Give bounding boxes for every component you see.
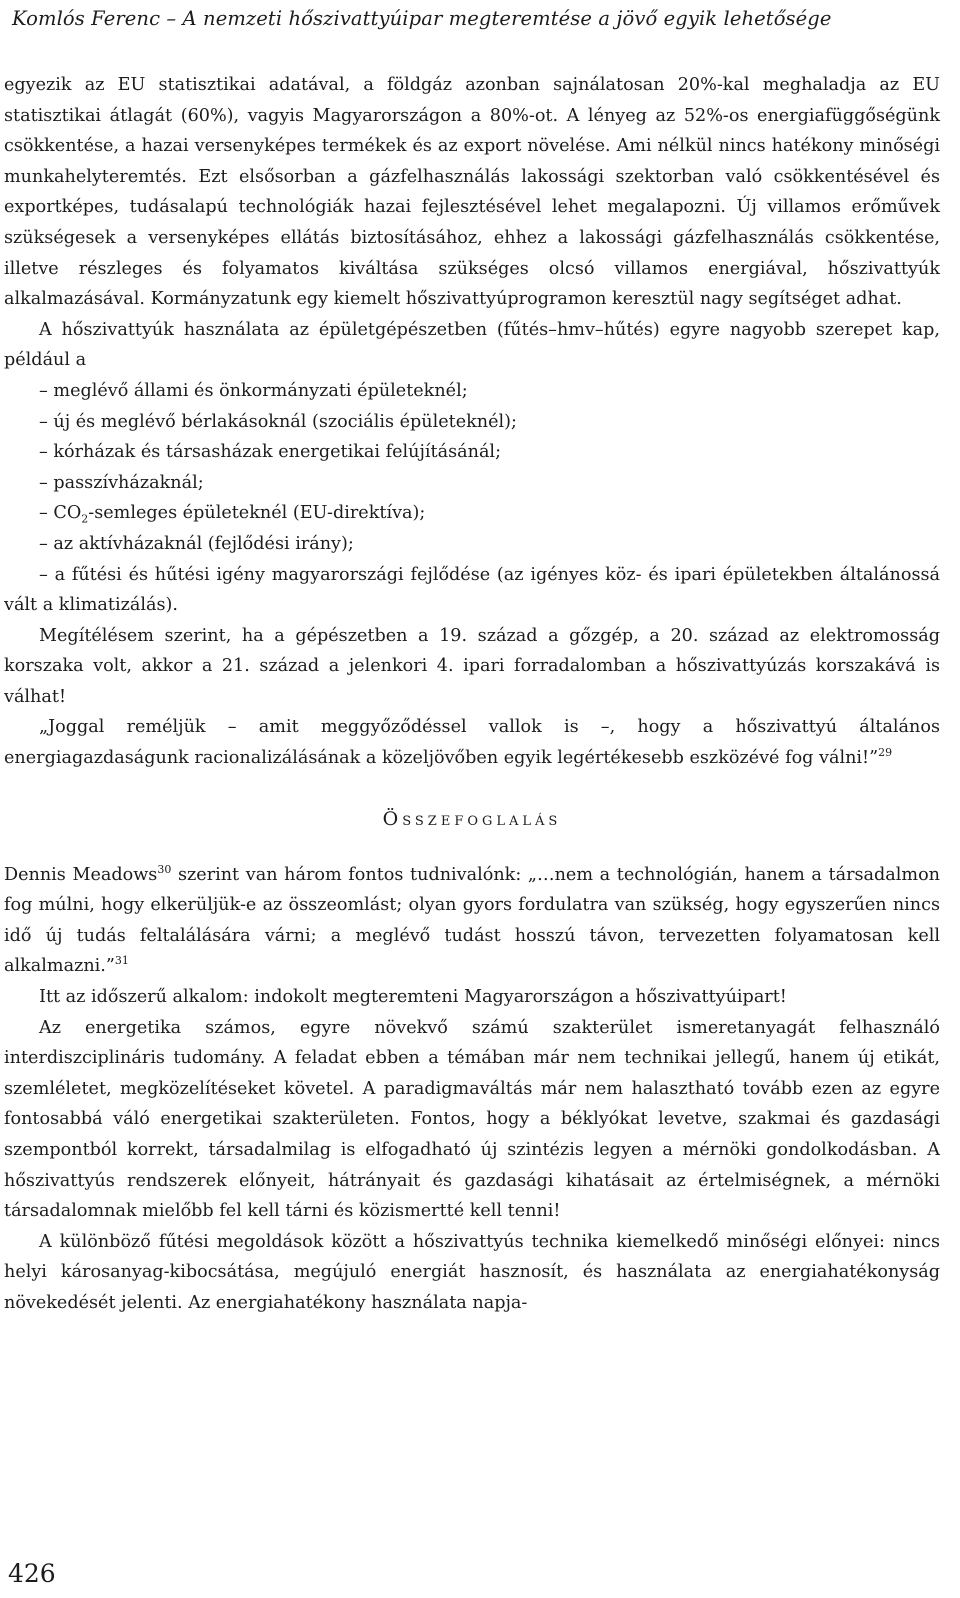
paragraph-timely: Itt az időszerű alkalom: indokolt megteremteni Magyarországon a hőszivattyúipart!	[39, 987, 787, 1008]
body-text	[4, 70, 940, 1319]
list-item: – új és meglévő bérlakásoknál (szociális épületeknél);	[39, 411, 517, 432]
list-item: – passzívházaknál;	[39, 472, 204, 493]
running-head: Komlós Ferenc – A nemzeti hőszivattyúipar megteremtése a jövő egyik lehetősége	[12, 7, 832, 30]
footnote-marker: 29	[878, 746, 893, 760]
list-item: – kórházak és társasházak energetikai felújításánál;	[39, 442, 501, 463]
text-span: Dennis Meadows	[4, 864, 158, 885]
paragraph-energy-dependence: egyezik az EU statisztikai adatával, a földgáz azonban sajnálatosan 20%-kal meghaladja az EU statisztikai átlagát (60%), vagyis Magyarországon a 80%-ot. A lényeg az 52%-os energiafüggőségünk csökkentése, a hazai versenyképes termékek és az export növelése. Ami nélkül nincs hatékony minőségi munkahelyteremtés. Ezt elsősorban a gázfelhasználás lakossági szektorban való csökkentésével és exportképes, tudásalapú technológiák hazai fejlesztésével lehet megalapozni. Új villamos erőművek szükségesek a versenyképes ellátás biztosításához, ehhez a lakossági gázfelhasználás csökkentése, illetve részleges és folyamatos kiváltása szükséges olcsó villamos energiával, hőszivattyúk alkalmazásával. Kormányzatunk egy kiemelt hőszivattyúprogramon keresztül nagy segítséget adhat.	[4, 75, 940, 310]
footnote-marker: 31	[114, 954, 129, 968]
list-item: – meglévő állami és önkormányzati épületeknél;	[39, 380, 468, 401]
list-item	[4, 498, 940, 529]
paragraph-heating-solutions: A különböző fűtési megoldások között a hőszivattyús technika kiemelkedő minőségi előnyei: nincs helyi károsanyag-kibocsátása, megújuló energiát hasznosít, és használata az energiahatékonyság növekedését jelenti. Az energiahatékony használata napja-	[4, 1231, 940, 1313]
footnote-marker: 30	[157, 862, 172, 876]
paragraph-heat-pump-usage: A hőszivattyúk használata az épületgépészetben (fűtés–hmv–hűtés) egyre nagyobb szerepet kap, például a	[4, 319, 940, 371]
list-item-text: – CO	[39, 503, 82, 524]
text-span: szerint van három fontos tudnivalónk: „…nem a technológián, hanem a társadalmon fog múlni, hogy elkerüljük-e az összeomlást; olyan gyors fordulatra van szükség, hogy egyszerűen nincs idő új tudás feltalálására várni; a meglévő tudást hosszú távon, tervezetten folyamatosan kell alkalmazni.”	[4, 864, 940, 977]
section-title: Összefoglalás	[382, 807, 562, 830]
paragraph-quote	[4, 712, 940, 773]
document-page	[4, 0, 940, 1598]
list-item-text: -semleges épületeknél (EU-direktíva);	[88, 503, 426, 524]
list-item: – az aktívházaknál (fejlődési irány);	[39, 533, 354, 554]
page-number: 426	[8, 1559, 56, 1588]
subscript: 2	[81, 512, 89, 526]
quote-text: „Joggal reméljük – amit meggyőződéssel vallok is –, hogy a hőszivattyú általános energiagazdaságunk racionalizálásának a közeljövőben egyik legértékesebb eszközévé fog válni!”	[4, 717, 940, 769]
paragraph-century: Megítélésem szerint, ha a gépészetben a 19. század a gőzgép, a 20. század az elektromosság korszaka volt, akkor a 21. század a jelenkori 4. ipari forradalomban a hőszivattyúzás korszakává is válhat!	[4, 625, 940, 707]
paragraph-energetics: Az energetika számos, egyre növekvő számú szakterület ismeretanyagát felhasználó interdiszciplináris tudomány. A feladat ebben a témában már nem technikai jellegű, hanem új etikát, szemléletet, megközelítéseket követel. A paradigmaváltás már nem halasztható tovább ezen az egyre fontosabbá váló energetikai szakterületen. Fontos, hogy a béklyókat levetve, szakmai és gazdasági szempontból korrekt, társadalmilag is elfogadható új szintézis legyen a mérnöki gondolkodásban. A hőszivattyús rendszerek előnyeit, hátrányait és gazdasági kihatásait az értelmiségnek, a mérnöki társadalomnak mielőbb fel kell tárni és közismertté kell tenni!	[4, 1017, 940, 1222]
list-item: – a fűtési és hűtési igény magyarországi fejlődése (az igényes köz- és ipari épületekben általánossá vált a klimatizálás).	[4, 564, 940, 616]
building-type-list	[4, 376, 940, 621]
paragraph-meadows	[4, 860, 940, 982]
